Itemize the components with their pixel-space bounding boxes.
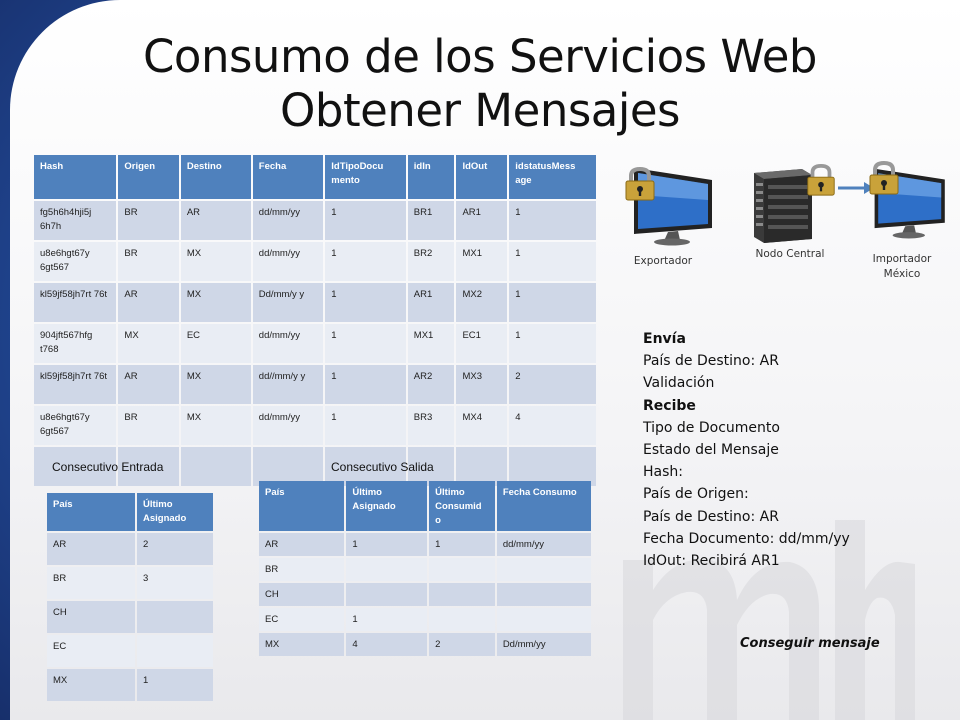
table-row <box>34 324 596 363</box>
table-cell: EC <box>259 608 344 631</box>
nodo-central-label: Nodo Central <box>755 248 825 260</box>
table-cell: dd/mm/yy <box>253 201 323 240</box>
table-cell: 1 <box>346 533 427 556</box>
table-cell: EC <box>47 635 135 667</box>
table-cell: BR <box>118 201 178 240</box>
info-line: País de Origen: <box>643 486 749 503</box>
table-cell: 904jft567hfg t768 <box>34 324 116 363</box>
table-cell: 1 <box>509 201 596 240</box>
entrada-caption: Consecutivo Entrada <box>52 460 164 474</box>
table-row <box>34 242 596 281</box>
table-cell <box>497 608 591 631</box>
table-cell: BR <box>47 567 135 599</box>
table-cell: CH <box>259 583 344 606</box>
table-cell: 1 <box>325 242 406 281</box>
table-cell: BR2 <box>408 242 455 281</box>
table-cell: AR <box>118 365 178 404</box>
table-row <box>47 567 213 599</box>
table-cell: AR <box>47 533 135 565</box>
table-header-row <box>259 481 591 531</box>
column-header: Origen <box>118 155 178 199</box>
table-cell: 1 <box>137 669 213 701</box>
table-cell: u8e6hgt67y 6gt567 <box>34 242 116 281</box>
table-cell: kl59jf58jh7rt 76t <box>34 365 116 404</box>
table-cell <box>429 583 495 606</box>
table-cell: MX2 <box>456 283 507 322</box>
table-cell: AR1 <box>408 283 455 322</box>
table-cell: 2 <box>429 633 495 656</box>
table-cell: BR <box>259 558 344 581</box>
table-cell: 1 <box>509 283 596 322</box>
entrada-table <box>45 491 215 703</box>
table-cell: dd/mm/yy <box>253 324 323 363</box>
table-cell: AR <box>181 201 251 240</box>
column-header: País <box>259 481 344 531</box>
table-cell: BR <box>118 406 178 445</box>
column-header: Fecha <box>253 155 323 199</box>
salida-caption: Consecutivo Salida <box>331 460 434 474</box>
table-row <box>259 633 591 656</box>
info-line: Validación <box>643 375 715 392</box>
column-header: Último Asignado <box>137 493 213 531</box>
table-row <box>259 608 591 631</box>
importador-label: Importador México <box>872 253 932 280</box>
column-header: Último Asignado <box>346 481 427 531</box>
table-header-row <box>34 155 596 199</box>
info-line: Hash: <box>643 464 683 481</box>
table-cell: 1 <box>325 406 406 445</box>
info-line: Fecha Documento: dd/mm/yy <box>643 530 850 547</box>
column-header: Fecha Consumo <box>497 481 591 531</box>
table-cell <box>181 447 251 486</box>
table-cell: 4 <box>509 406 596 445</box>
table-cell: fg5h6h4hji5j 6h7h <box>34 201 116 240</box>
table-row <box>259 533 591 556</box>
table-row <box>259 583 591 606</box>
table-cell: 4 <box>346 633 427 656</box>
exportador-label: Exportador <box>633 255 693 267</box>
table-cell: Dd/mm/yy <box>497 633 591 656</box>
table-cell: 1 <box>325 201 406 240</box>
column-header: idstatusMess age <box>509 155 596 199</box>
lock-icon <box>866 160 902 196</box>
info-line: Estado del Mensaje <box>643 442 779 459</box>
column-header: IdTipoDocu mento <box>325 155 406 199</box>
info-line: IdOut: Recibirá AR1 <box>643 553 780 570</box>
table-row <box>34 201 596 240</box>
table-cell: 1 <box>325 283 406 322</box>
table-row <box>34 406 596 445</box>
table-cell <box>346 558 427 581</box>
table-cell: MX4 <box>456 406 507 445</box>
table-cell: MX <box>181 283 251 322</box>
table-cell: MX <box>47 669 135 701</box>
table-cell: dd/mm/yy <box>253 406 323 445</box>
table-cell: CH <box>47 601 135 633</box>
envia-heading: Envía <box>643 331 686 347</box>
table-cell: AR1 <box>456 201 507 240</box>
table-row <box>47 533 213 565</box>
table-cell: 2 <box>509 365 596 404</box>
table-cell: BR1 <box>408 201 455 240</box>
table-cell: BR3 <box>408 406 455 445</box>
table-cell: Dd/mm/y y <box>253 283 323 322</box>
table-cell: 1 <box>509 324 596 363</box>
column-header: idIn <box>408 155 455 199</box>
info-panel <box>643 328 943 572</box>
table-cell <box>346 583 427 606</box>
table-row <box>34 283 596 322</box>
column-header: Hash <box>34 155 116 199</box>
info-line: Tipo de Documento <box>643 419 780 436</box>
info-line: País de Destino: AR <box>643 508 779 525</box>
table-row <box>34 365 596 404</box>
table-cell: dd/mm/yy <box>497 533 591 556</box>
lock-icon <box>622 166 658 202</box>
table-cell: 2 <box>137 533 213 565</box>
table-row <box>47 669 213 701</box>
conseguir-mensaje-link[interactable]: Conseguir mensaje <box>740 636 880 651</box>
lock-icon <box>804 162 838 198</box>
table-cell: MX <box>259 633 344 656</box>
salida-table <box>257 479 593 658</box>
table-cell <box>497 558 591 581</box>
table-cell: 3 <box>137 567 213 599</box>
table-cell: MX1 <box>456 242 507 281</box>
recibe-heading: Recibe <box>643 397 696 414</box>
table-cell: 1 <box>325 365 406 404</box>
table-cell: EC <box>181 324 251 363</box>
table-cell: MX1 <box>408 324 455 363</box>
table-cell: AR <box>259 533 344 556</box>
table-cell: EC1 <box>456 324 507 363</box>
table-cell: MX <box>181 242 251 281</box>
table-cell: MX <box>118 324 178 363</box>
table-cell <box>137 635 213 667</box>
table-cell: MX3 <box>456 365 507 404</box>
column-header: Último Consumid o <box>429 481 495 531</box>
table-cell: 1 <box>325 324 406 363</box>
table-cell: AR2 <box>408 365 455 404</box>
page-title: Consumo de los Servicios Web Obtener Mensajes <box>143 30 817 137</box>
table-cell <box>429 608 495 631</box>
table-cell <box>429 558 495 581</box>
table-row <box>47 635 213 667</box>
table-cell: BR <box>118 242 178 281</box>
table-cell: MX <box>181 365 251 404</box>
table-cell: 1 <box>346 608 427 631</box>
table-cell <box>137 601 213 633</box>
table-cell: dd//mm/y y <box>253 365 323 404</box>
column-header: IdOut <box>456 155 507 199</box>
table-cell: 1 <box>509 242 596 281</box>
messages-table <box>32 153 598 488</box>
table-cell: u8e6hgt67y 6gt567 <box>34 406 116 445</box>
table-row <box>259 558 591 581</box>
column-header: País <box>47 493 135 531</box>
table-header-row <box>47 493 213 531</box>
info-line: País de Destino: AR <box>643 353 779 370</box>
table-row <box>47 601 213 633</box>
table-cell: kl59jf58jh7rt 76t <box>34 283 116 322</box>
table-cell: AR <box>118 283 178 322</box>
table-cell <box>497 583 591 606</box>
table-cell: dd/mm/yy <box>253 242 323 281</box>
column-header: Destino <box>181 155 251 199</box>
table-cell: MX <box>181 406 251 445</box>
table-cell: 1 <box>429 533 495 556</box>
